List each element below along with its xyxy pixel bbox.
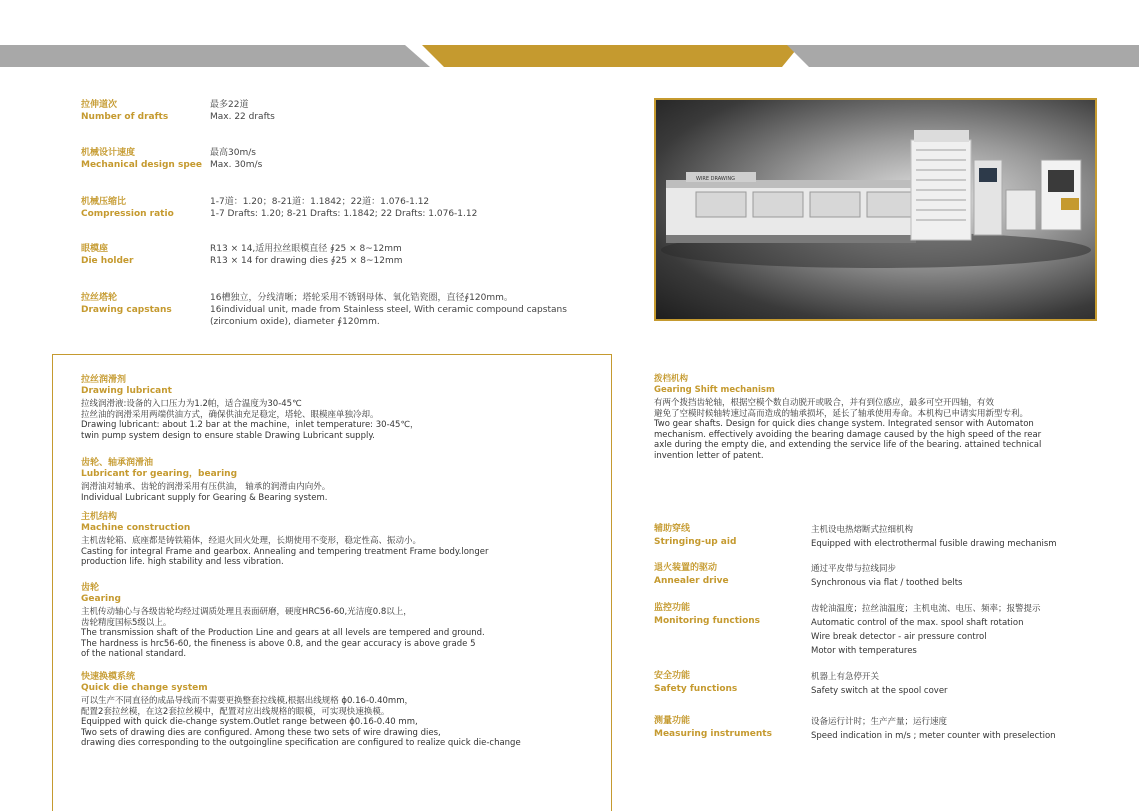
spec-value: 最高30m/s	[210, 148, 256, 158]
section-line: Two gear shafts. Design for quick dies change system. Integrated sensor with Automaton	[654, 419, 1034, 429]
section-line: 主机齿轮箱、底座都是铸铁箱体，经退火回火处理，长期使用不变形，稳定性高、振动小。	[81, 536, 422, 546]
machine-nameplate: WIRE DRAWING	[696, 176, 735, 182]
section-line: 拉丝油的润滑采用两端供油方式，确保供油充足稳定，塔轮、眼模座单独冷却。	[81, 409, 379, 420]
section-line: 润滑油对轴承、齿轮的润滑采用有压供油， 轴承的润滑由内向外。	[81, 482, 331, 492]
feature-value: Motor with temperatures	[811, 646, 917, 656]
feature-value: 主机设电热熔断式拉细机构	[811, 525, 914, 535]
spec-value: Max. 22 drafts	[210, 112, 275, 122]
spec-label-en: Number of drafts	[81, 112, 169, 122]
section-line: production life. high stability and less vibration.	[81, 557, 284, 567]
feature-value: Safety switch at the spool cover	[811, 686, 948, 696]
section-line: Drawing lubricant: about 1.2 bar at the machine，inlet temperature: 30-45℃，	[81, 420, 419, 430]
spec-value: Max. 30m/s	[210, 160, 263, 170]
feature-label-en: Annealer drive	[654, 576, 729, 586]
section-quick-die-change	[81, 672, 521, 749]
spec-label-cn: 机械压缩比	[81, 197, 127, 207]
section-line: 有两个拨挡齿轮轴，根据空模个数自动脱开或吸合，并有到位感应，最多可空开四轴，有效	[654, 398, 995, 408]
feature-label-cn: 安全功能	[654, 671, 691, 681]
spec-label-cn: 机械设计速度	[81, 148, 136, 158]
section-line: 避免了空模时候轴转速过高而造成的轴承损坏，延长了轴承使用寿命。本机构已申请实用新型专利。	[654, 408, 1029, 419]
feature-label-en: Stringing-up aid	[654, 537, 737, 547]
section-line: 拉线润滑液:设备的入口压力为1.2帕，适合温度为30-45℃	[81, 399, 302, 409]
section-line: axle during the empty die, and extending the service life of the bearing. attained technical	[654, 440, 1042, 450]
section-gearing	[81, 583, 485, 660]
section-line: drawing dies corresponding to the outgoingline specification are configured to realize quick die-change	[81, 738, 521, 748]
section-title-cn: 快速换模系统	[81, 672, 136, 682]
spec-label-en: Mechanical design spee	[81, 160, 202, 170]
spec-label-cn: 拉丝塔轮	[81, 293, 118, 303]
section-title-cn: 拉丝润滑剂	[81, 375, 127, 385]
section-title-en: Gearing Shift mechanism	[654, 384, 775, 395]
spec-label-cn: 眼模座	[81, 244, 109, 254]
section-line: mechanism. effectively avoiding the bearing damage caused by the high speed of the rear	[654, 429, 1042, 440]
spec-label-en: Compression ratio	[81, 209, 174, 219]
section-drawing-lubricant	[81, 375, 419, 441]
top-band-gold	[422, 45, 800, 67]
section-line: The transmission shaft of the Production Line and gears at all levels are tempered and ground.	[81, 628, 485, 638]
feature-value: Equipped with electrothermal fusible drawing mechanism	[811, 539, 1057, 549]
spec-value: 16槽独立，分线清晰；塔轮采用不锈钢母体、氧化锆瓷圈，直径∮120mm。	[210, 293, 513, 303]
section-line: The hardness is hrc56-60, the fineness is above 0.8, and the gear accuracy is above grade 5	[81, 638, 476, 649]
section-title-cn: 齿轮、轴承润滑油	[81, 458, 154, 468]
spec-value: 最多22道	[210, 100, 249, 110]
section-title-cn: 齿轮	[81, 583, 100, 593]
spec-label-en: Die holder	[81, 256, 134, 266]
section-line: twin pump system design to ensure stable Drawing Lubricant supply.	[81, 430, 375, 441]
feature-value: 设备运行计时；生产产量；运行速度	[811, 717, 948, 727]
feature-value: 齿轮油温度；拉丝油温度；主机电流、电压、频率；报警提示	[811, 604, 1041, 614]
section-line: 配置2套拉丝模，在这2套拉丝模中，配置对应出线规格的眼模，可实现快速换模。	[81, 706, 390, 717]
section-title-en: Gearing	[81, 593, 121, 604]
section-line: 齿轮精度国标5级以上。	[81, 617, 172, 628]
section-title-cn: 主机结构	[81, 512, 118, 522]
feature-label-en: Monitoring functions	[654, 616, 761, 626]
feature-label-en: Safety functions	[654, 684, 738, 694]
top-band-right	[787, 45, 1139, 67]
feature-value: 机器上有急停开关	[811, 672, 880, 682]
feature-label-cn: 退火装置的驱动	[654, 563, 718, 573]
spec-value: 1-7道：1.20；8-21道：1.1842；22道：1.076-1.12	[210, 197, 430, 207]
spec-value: 1-7 Drafts: 1.20; 8-21 Drafts: 1.1842; 22 Drafts: 1.076-1.12	[210, 209, 478, 219]
spec-value: 16individual unit, made from Stainless steel, With ceramic compound capstans	[210, 305, 567, 315]
section-title-en: Machine construction	[81, 522, 191, 533]
section-title-cn: 拨档机构	[654, 374, 689, 384]
section-line: Individual Lubricant supply for Gearing & Bearing system.	[81, 492, 328, 503]
feature-value: 通过平皮带与拉线同步	[811, 564, 897, 574]
section-line: Casting for integral Frame and gearbox. Annealing and tempering treatment Frame body.longer	[81, 546, 489, 557]
section-title-en: Lubricant for gearing，bearing	[81, 468, 238, 479]
feature-value: Wire break detector - air pressure control	[811, 632, 987, 642]
feature-label-en: Measuring instruments	[654, 729, 772, 739]
spec-value: (zirconium oxide), diameter ∮120mm.	[210, 317, 380, 327]
feature-value: Synchronous via flat / toothed belts	[811, 578, 963, 588]
section-line: Two sets of drawing dies are configured. Among these two sets of wire drawing dies,	[81, 727, 441, 738]
section-line: invention letter of patent.	[654, 450, 764, 461]
section-gearing-shift	[654, 374, 1041, 461]
wire-drawing-machine-image	[656, 100, 1095, 319]
section-title-en: Drawing lubricant	[81, 385, 172, 396]
feature-value: Speed indication in m/s ; meter counter with preselection	[811, 731, 1056, 741]
section-gearing-lubricant	[81, 458, 330, 503]
section-line: 主机传动轴心与各级齿轮均经过调质处理且表面研磨，硬度HRC56-60,光洁度0.8以上，	[81, 607, 412, 617]
section-machine-construction	[81, 512, 488, 568]
section-line: of the national standard.	[81, 649, 187, 659]
section-title-en: Quick die change system	[81, 682, 208, 693]
spec-value: R13 × 14 for drawing dies ∮25 × 8~12mm	[210, 256, 403, 266]
top-band-left	[0, 45, 430, 67]
section-line: Equipped with quick die-change system.Outlet range between ϕ0.16-0.40 mm,	[81, 717, 418, 727]
machine-photo	[654, 98, 1097, 321]
spec-label-en: Drawing capstans	[81, 305, 172, 315]
spec-label-cn: 拉伸道次	[81, 100, 118, 110]
spec-value: R13 × 14,适用拉丝眼模直径 ∮25 × 8~12mm	[210, 244, 402, 254]
feature-label-cn: 测量功能	[654, 716, 691, 726]
feature-value: Automatic control of the max. spool shaft rotation	[811, 618, 1024, 628]
section-line: 可以生产不同直径的成品导线而不需要更换整套拉线模,根据出线规格 ϕ0.16-0.40mm，	[81, 696, 413, 706]
feature-label-cn: 辅助穿线	[654, 524, 691, 534]
feature-label-cn: 监控功能	[654, 603, 691, 613]
